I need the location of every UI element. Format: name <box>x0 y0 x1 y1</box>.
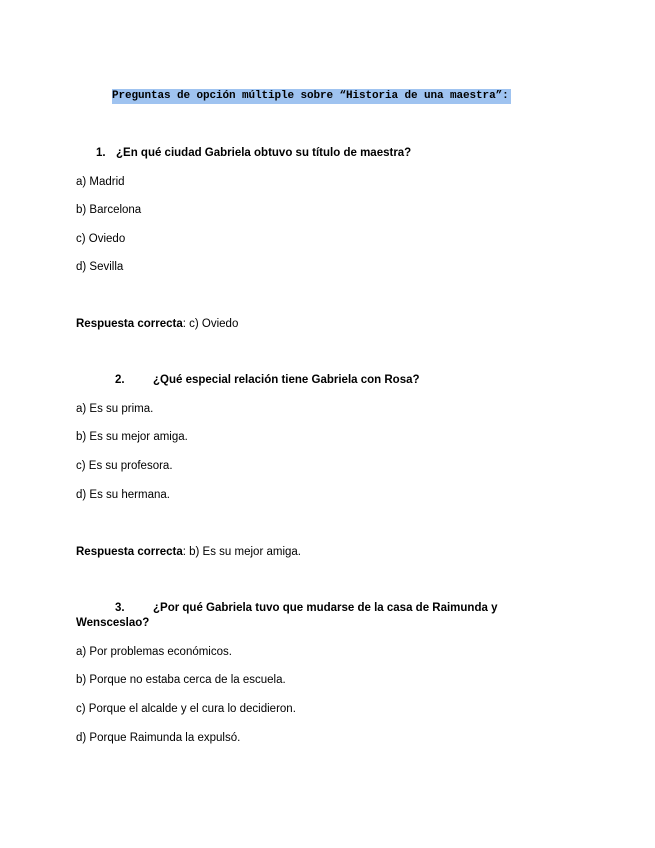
question-number: 3. <box>115 602 125 614</box>
question-text: ¿Por qué Gabriela tuvo que mudarse de la casa de Raimunda y <box>153 602 498 614</box>
question-number: 2. <box>115 374 125 386</box>
answer-label: Respuesta correcta <box>76 318 183 330</box>
option-item: d) Sevilla <box>76 261 124 273</box>
option-item: c) Es su profesora. <box>76 460 173 472</box>
question-text: ¿Qué especial relación tiene Gabriela con Rosa? <box>153 374 420 386</box>
option-item: a) Por problemas económicos. <box>76 646 232 658</box>
question-3 <box>115 601 497 616</box>
answer-value: : c) Oviedo <box>182 318 239 330</box>
question-text-continued: Wensceslao? <box>76 617 150 629</box>
answer-label: Respuesta correcta <box>76 546 183 558</box>
question-text: ¿En qué ciudad Gabriela obtuvo su título de maestra? <box>116 147 412 159</box>
answer-value: : b) Es su mejor amiga. <box>182 546 301 558</box>
document-title: Preguntas de opción múltiple sobre “Historia de una maestra”: <box>112 90 509 102</box>
option-item: a) Madrid <box>76 176 125 188</box>
option-item: d) Porque Raimunda la expulsó. <box>76 732 241 744</box>
option-item: b) Barcelona <box>76 204 142 216</box>
question-number: 1. <box>96 147 106 159</box>
correct-answer <box>76 545 301 560</box>
question-2 <box>115 373 420 388</box>
option-item: a) Es su prima. <box>76 403 154 415</box>
option-item: c) Porque el alcalde y el cura lo decidieron. <box>76 703 296 715</box>
correct-answer <box>76 317 238 332</box>
option-item: d) Es su hermana. <box>76 489 170 501</box>
question-1 <box>96 146 411 161</box>
option-item: b) Es su mejor amiga. <box>76 431 188 443</box>
option-item: b) Porque no estaba cerca de la escuela. <box>76 674 286 686</box>
option-item: c) Oviedo <box>76 233 126 245</box>
